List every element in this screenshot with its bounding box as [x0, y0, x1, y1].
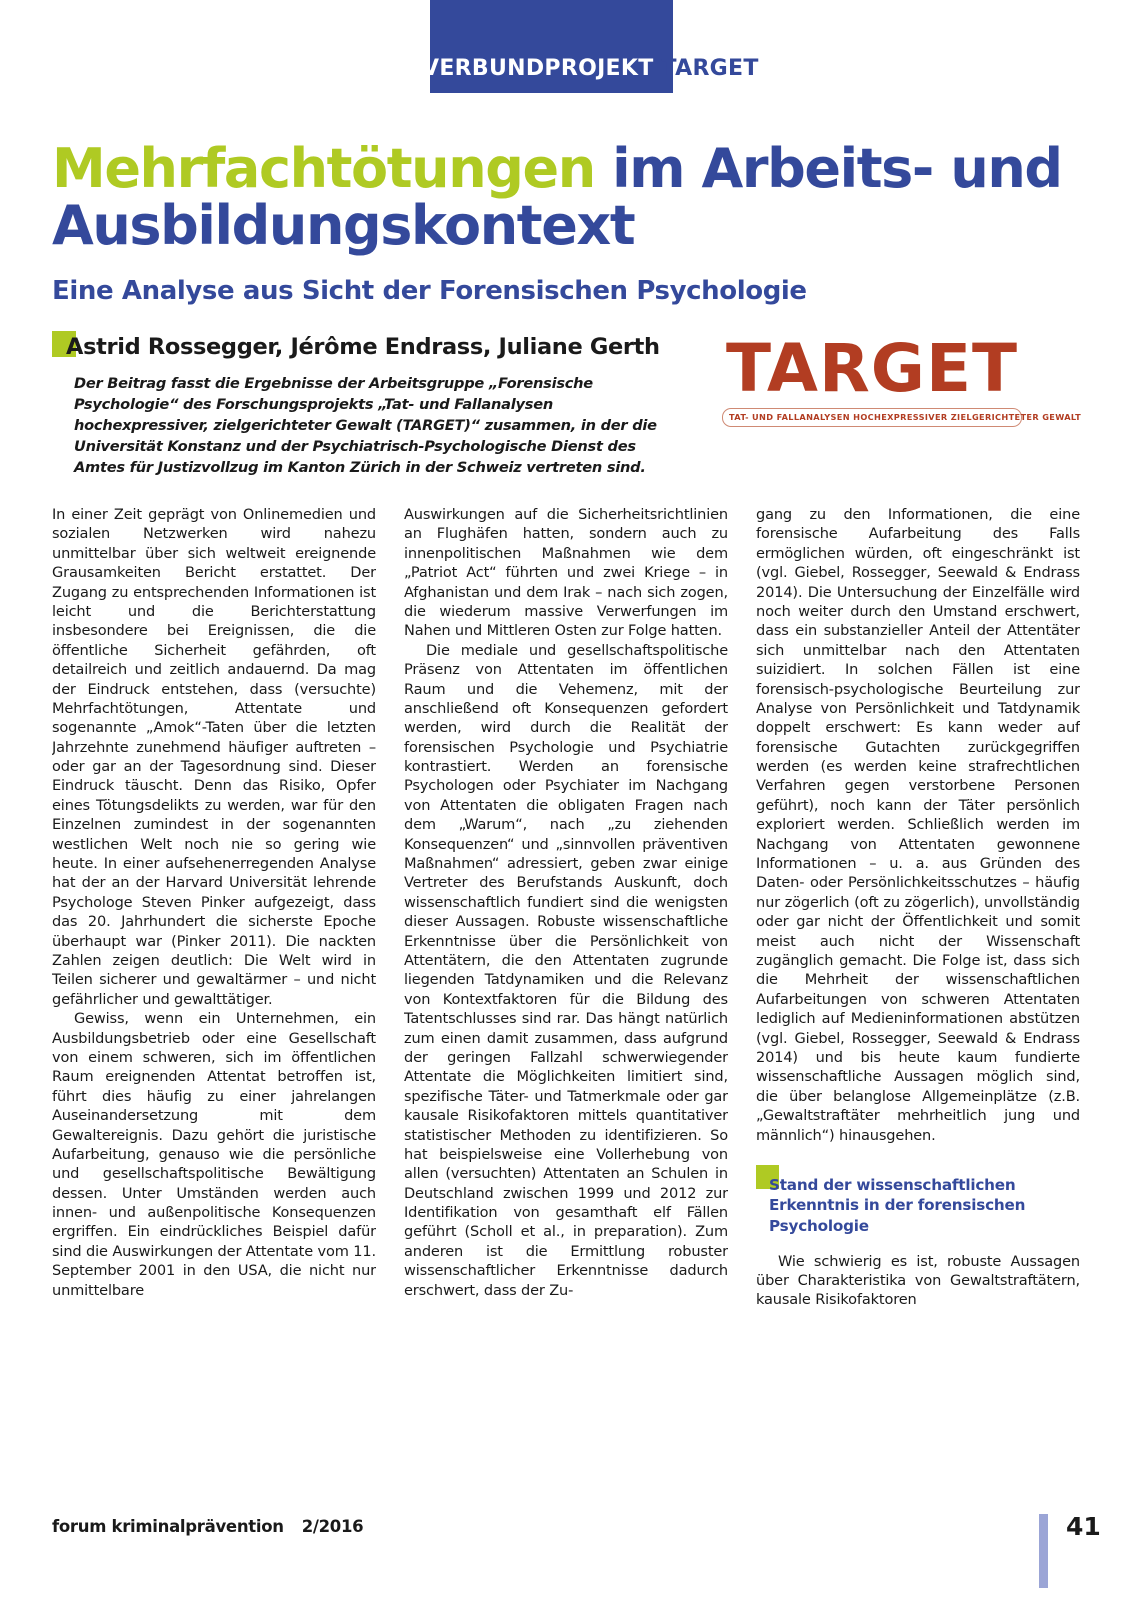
target-logo-subtitle: TAT- UND FALLANALYSEN HOCHEXPRESSIVER ZIELGERICHTETER GEWALT: [729, 412, 1082, 422]
page-number: 41: [1066, 1512, 1101, 1541]
target-logo: [722, 330, 1082, 448]
kicker-project-name: [654, 56, 662, 81]
footer-issue: 2/2016: [301, 1517, 364, 1536]
paragraph: Wie schwierig es ist, robuste Aussagen über Charakteristika von Gewaltstraftätern, kausale Risikofaktoren: [756, 1252, 1080, 1309]
paragraph: Gewiss, wenn ein Unternehmen, ein Ausbildungsbetrieb oder eine Gesellschaft von einem schweren, sich im öffentlichen Raum ereignenden Attentat betroffen ist, führt dies häufig zu einer jahrelangen Auseinandersetzung mit dem Gewaltereignis. Dazu gehört die juristische Aufarbeitung, genauso wie die persönliche und gesellschaftspolitische Bewältigung dessen. Unter Umständen werden auch innen- und außenpolitische Konsequenzen ergriffen. Ein eindrückliches Beispiel dafür sind die Auswirkungen der Attentate vom 11. September 2001 in den USA, die nicht nur unmittelbare: [52, 1010, 376, 1299]
footer-publication-name: forum kriminalprävention: [52, 1517, 284, 1536]
paragraph: gang zu den Informationen, die eine forensische Aufarbeitung des Falls ermöglichen würden, oft eingeschränkt ist (vgl. Giebel, Rossegger, Seewald & Endrass 2014). Die Untersuchung der Einzelfälle wird noch weiter durch den Umstand erschwert, dass ein substanzieller Anteil der Attentäter sich unmittelbar nach den Attentaten suizidiert. In solchen Fällen ist eine forensisch-psychologische Beurteilung zur Analyse von Persönlichkeit und Tatdynamik doppelt erschwert: Es kann weder auf forensische Gutachten zurückgegriffen werden (es werden keine strafrechtlichen Verfahren gegen verstorbene Personen geführt), noch kann der Täter persönlich exploriert werden. Schließlich werden im Nachgang von Attentaten gewonnene Informationen – u. a. aus Gründen des Daten- oder Persönlichkeitsschutzes – häufig nur zögerlich (oft zu zögerlich), unvollständig oder gar nicht der Öffentlichkeit und somit meist auch nicht der Wissenschaft zugänglich gemacht. Die Folge ist, dass sich die Mehrheit der wissenschaftlichen Aufarbeitungen von schweren Attentaten lediglich auf Medieninformationen abstützen (vgl. Giebel, Rossegger, Seewald & Endrass 2014) und bis heute kaum fundierte wissenschaftliche Aussagen möglich sind, die über belanglose Allgemeinplätze (z.B. „Gewaltstraftäter mehrheitlich jung und männlich“) hinausgehen.: [756, 506, 1080, 1144]
paragraph: Die mediale und gesellschaftspolitische Präsenz von Attentaten im öffentlichen Raum und die Vehemenz, mit der anschließend oft Konsequenzen gefordert werden, wird durch die Realität der forensischen Psychologie und Psychiatrie kontrastiert. Werden an forensische Psychologen oder Psychiater im Nachgang von Attentaten die obligaten Fragen nach dem „Warum“, nach „zu ziehenden Konsequenzen“ und „sinnvollen präventiven Maßnahmen“ adressiert, geben zwar einige Vertreter des Berufstands Auskunft, doch wissenschaftlich fundiert sind die wenigsten dieser Aussagen. Robuste wissenschaftliche Erkenntnisse über die Persönlichkeit von Attentätern, die den Attentaten zugrunde liegenden Tatdynamiken und die Relevanz von Kontextfaktoren für die Bildung des Tatentschlusses sind rar. Das hängt natürlich zum einen damit zusammen, dass aufgrund der geringen Fallzahl schwerwiegender Attentate die Möglichkeiten limitiert sind, spezifische Täter- und Tatmerkmale oder gar kausale Risikofaktoren mittels quantitativer statistischer Methoden zu identifizieren. So hat beispielsweise eine Vollerhebung von allen (versuchten) Attentaten an Schulen in Deutschland zwischen 1999 und 2012 zur Identifikation von gesamthaft elf Fällen geführt (Scholl et al., in preparation). Zum anderen ist die Ermittlung robuster wissenschaftlicher Erkenntnisse dadurch erschwert, dass der Zu-: [404, 641, 728, 1299]
paragraph: Auswirkungen auf die Sicherheitsrichtlinien an Flughäfen hatten, sondern auch zu innenpolitischen Maßnahmen wie dem „Patriot Act“ führten und zwei Kriege – in Afghanistan und dem Irak – nach sich zogen, die wiederum massive Verwerfungen im Nahen und Mittleren Osten zur Folge hatten.: [404, 506, 728, 640]
paragraph: In einer Zeit geprägt von Onlinemedien und sozialen Netzwerken wird nahezu unmittelbar über sich weltweit ereignende Grausamkeiten Bericht erstattet. Der Zugang zu entsprechenden Informationen ist leicht und die Berichterstattung insbesondere bei Ereignissen, die die öffentliche Sicherheit gefährden, oft detailreich und zeitlich andauernd. Da mag der Eindruck entstehen, dass (versuchte) Mehrfachtötungen, Attentate und sogenannte „Amok“-Taten über die letzten Jahrzehnte zunehmend häufiger auftreten – oder gar an der Tagesordnung sind. Dieser Eindruck täuscht. Denn das Risiko, Opfer eines Tötungsdelikts zu werden, war für den Einzelnen zumindest in der sogenannten westlichen Welt noch nie so gering wie heute. In einer aufsehenerregenden Analyse hat der an der Harvard Universität lehrende Psychologe Steven Pinker aufgezeigt, dass das 20. Jahrhundert die sicherste Epoche überhaupt war (Pinker 2011). Die nackten Zahlen zeigen deutlich: Die Welt wird in Teilen sicherer und gewaltärmer – und nicht gefährlicher und gewalttätiger.: [52, 506, 376, 1008]
abstract-text: Der Beitrag fasst die Ergebnisse der Arbeitsgruppe „Forensische Psychologie“ des Forschungsprojekts „Tat- und Fallanalysen hochexpressiver, zielgerichteter Gewalt (TARGET)“ zusammen, in der die Universität Konstanz und der Psychiatrisch-Psychologische Dienst des Amtes für Justizvollzug im Kanton Zürich in der Schweiz vertreten sind.: [74, 375, 657, 476]
article-column-1: [52, 505, 376, 1480]
kicker-project-label: VERBUNDPROJEKT: [422, 56, 654, 81]
article-column-3: [756, 505, 1080, 1480]
target-logo-wordmark: TARGET: [726, 330, 1019, 407]
footer-publication-line: [52, 1517, 363, 1536]
page-title: [52, 137, 1082, 258]
section-heading-wrapper: [756, 1165, 1080, 1237]
section-heading: Stand der wissenschaftlichen Erkenntnis in der forensischen Psychologie: [769, 1175, 1026, 1235]
author-list: Astrid Rossegger, Jérôme Endrass, Juliane Gerth: [66, 334, 660, 360]
kicker: [422, 56, 1122, 81]
target-logo-subtitle-frame: [722, 408, 1082, 427]
article-body: [52, 505, 1080, 1480]
article-column-2: [404, 505, 728, 1480]
page-number-bar: [1039, 1514, 1048, 1588]
kicker-target-label: TARGET: [661, 56, 759, 81]
page-title-blue-part: im Arbeits- und Ausbildungskontext: [52, 137, 1062, 258]
page-title-green-part: Mehrfachtötungen: [52, 137, 595, 201]
page-subtitle: Eine Analyse aus Sicht der Forensischen Psychologie: [52, 275, 807, 306]
